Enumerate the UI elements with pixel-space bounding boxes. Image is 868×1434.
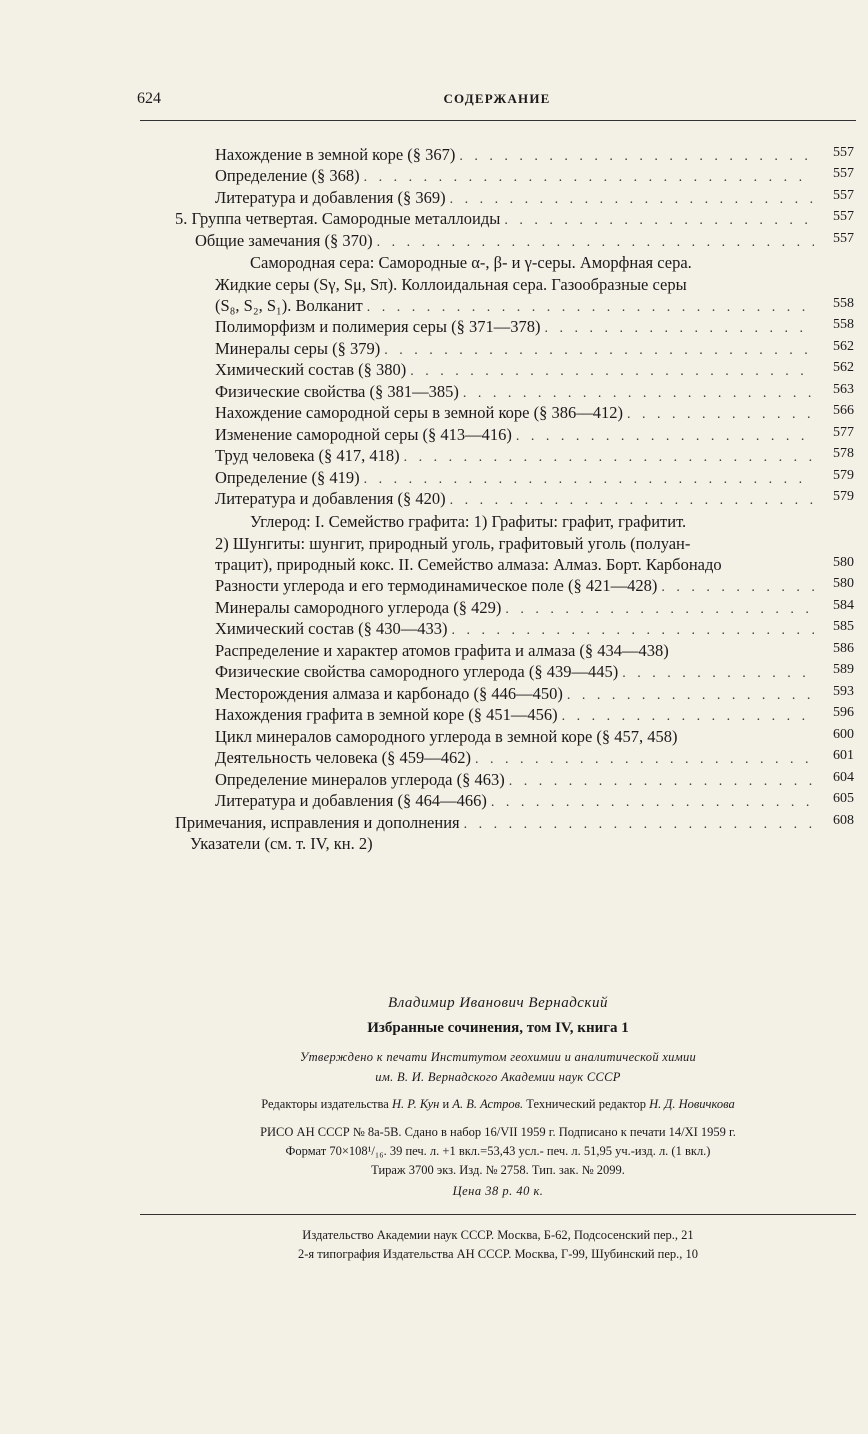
toc-entry: Литература и добавления (§ 420) . . . 579 (215, 489, 814, 509)
editors-label: Редакторы издательства (261, 1097, 389, 1111)
tech-editor-label: Технический редактор (526, 1097, 646, 1111)
print-line-1: РИСО АН СССР № 8а-5В. Сдано в набор 16/VII 1959 г. Подписано к печати 14/XI 1959 г. (260, 1125, 736, 1139)
toc-entry: Литература и добавления (§ 369) . . . 557 (215, 188, 814, 208)
page-header (137, 88, 857, 112)
toc-entry: Минералы самородного углерода (§ 429) . . . 584 (215, 598, 814, 618)
toc-entry: Определение (§ 419) . . . 579 (215, 468, 814, 488)
toc-entry: Распределение и характер атомов графита и алмаза (§ 434—438) 586 (215, 641, 854, 660)
toc-entry: Физические свойства самородного углерода (§ 439—445) . . . 589 (215, 662, 814, 682)
toc-entry: Изменение самородной серы (§ 413—416) . . . 577 (215, 425, 814, 445)
colophon-publisher-block (140, 1226, 856, 1264)
approval-line-2: им. В. И. Вернадского Академии наук СССР (375, 1070, 621, 1084)
toc-entry: трацит), природный кокс. II. Семейство алмаза: Алмаз. Борт. Карбонадо 580 (215, 555, 854, 574)
colophon-author: Владимир Иванович Вернадский (388, 995, 608, 1011)
approval-line-1: Утверждено к печати Институтом геохимии и аналитической химии (299, 1050, 697, 1064)
colophon-approval (140, 1047, 856, 1087)
toc-para-sulfur-l2: Жидкие серы (Sγ, Sμ, Sπ). Коллоидальная сера. Газообразные серы (215, 275, 687, 294)
toc-entry: Минералы серы (§ 379) . . . 562 (215, 339, 814, 359)
toc-entry: Определение минералов углерода (§ 463) . . . 604 (215, 770, 814, 790)
toc-entry: Месторождения алмаза и карбонадо (§ 446—450) . . . 593 (215, 684, 814, 704)
toc-entry: Химический состав (§ 430—433) . . . 585 (215, 619, 814, 639)
colophon-price: Цена 38 р. 40 к. (452, 1184, 544, 1198)
toc-entry: Труд человека (§ 417, 418) . . . 578 (215, 446, 814, 466)
toc-entry: Химический состав (§ 380) . . . 562 (215, 360, 814, 380)
header-rule (140, 120, 856, 121)
toc-entry: Нахождение самородной серы в земной коре (§ 386—412) . . . 566 (215, 403, 814, 423)
toc-entry: Нахождения графита в земной коре (§ 451—456) . . . 596 (215, 705, 814, 725)
toc-entry: Цикл минералов самородного углерода в земной коре (§ 457, 458) 600 (215, 727, 854, 746)
toc-entry: Разности углерода и его термодинамическое поле (§ 421—428) . . . 580 (215, 576, 814, 596)
page-number: 624 (137, 90, 161, 107)
toc-para-carbon-l1: Углерод: I. Семейство графита: 1) Графиты: графит, графитит. (250, 512, 687, 531)
editor-2: А. В. Астров. (452, 1097, 524, 1111)
print-line-3: Тираж 3700 экз. Изд. № 2758. Тип. зак. № 2099. (371, 1163, 625, 1177)
toc-entry: Определение (§ 368) . . . 557 (215, 166, 814, 186)
toc-entry: Общие замечания (§ 370) . . . 557 (195, 231, 814, 251)
toc-para-carbon-l2: 2) Шунгиты: шунгит, природный уголь, графитовый уголь (полуан- (215, 534, 691, 553)
toc-entry: Физические свойства (§ 381—385) . . . 563 (215, 382, 814, 402)
toc-entry: Полиморфизм и полимерия серы (§ 371—378) . . . 558 (215, 317, 814, 337)
colophon-print-details (140, 1123, 856, 1180)
toc-para-sulfur-l1: Самородная сера: Самородные α-, β- и γ-серы. Аморфная сера. (250, 253, 692, 272)
tech-editor: Н. Д. Новичкова (649, 1097, 735, 1111)
print-line-2: Формат 70×108¹/₁₆. 39 печ. л. +1 вкл.=53,43 усл.- печ. л. 51,95 уч.-изд. л. (1 вкл.) (285, 1144, 711, 1158)
running-title: СОДЕРЖАНИЕ (443, 91, 551, 106)
printer-line: 2-я типография Издательства АН СССР. Москва, Г-99, Шубинский пер., 10 (297, 1247, 699, 1261)
toc-section: 5. Группа четвертая. Самородные металлоиды . . . 557 (175, 209, 814, 229)
editor-1: Н. Р. Кун (391, 1097, 440, 1111)
toc-entry: (S₈, S₂, S₁). Волканит . . . 558 (215, 296, 814, 316)
toc-section: Примечания, исправления и дополнения . . . 608 (175, 813, 814, 833)
colophon-editors (140, 1097, 856, 1112)
publisher-line: Издательство Академии наук СССР. Москва, Б-62, Подсосенский пер., 21 (302, 1228, 694, 1242)
colophon-rule (140, 1214, 856, 1215)
and-word: и (442, 1097, 450, 1111)
toc-indexes-note: Указатели (см. т. IV, кн. 2) (190, 834, 373, 853)
colophon-book-title: Избранные сочинения, том IV, книга 1 (367, 1020, 629, 1036)
toc-entry: Литература и добавления (§ 464—466) . . . 605 (215, 791, 814, 811)
toc-entry: Нахождение в земной коре (§ 367) . . . 557 (215, 145, 814, 165)
toc-entry: Деятельность человека (§ 459—462) . . . 601 (215, 748, 814, 768)
